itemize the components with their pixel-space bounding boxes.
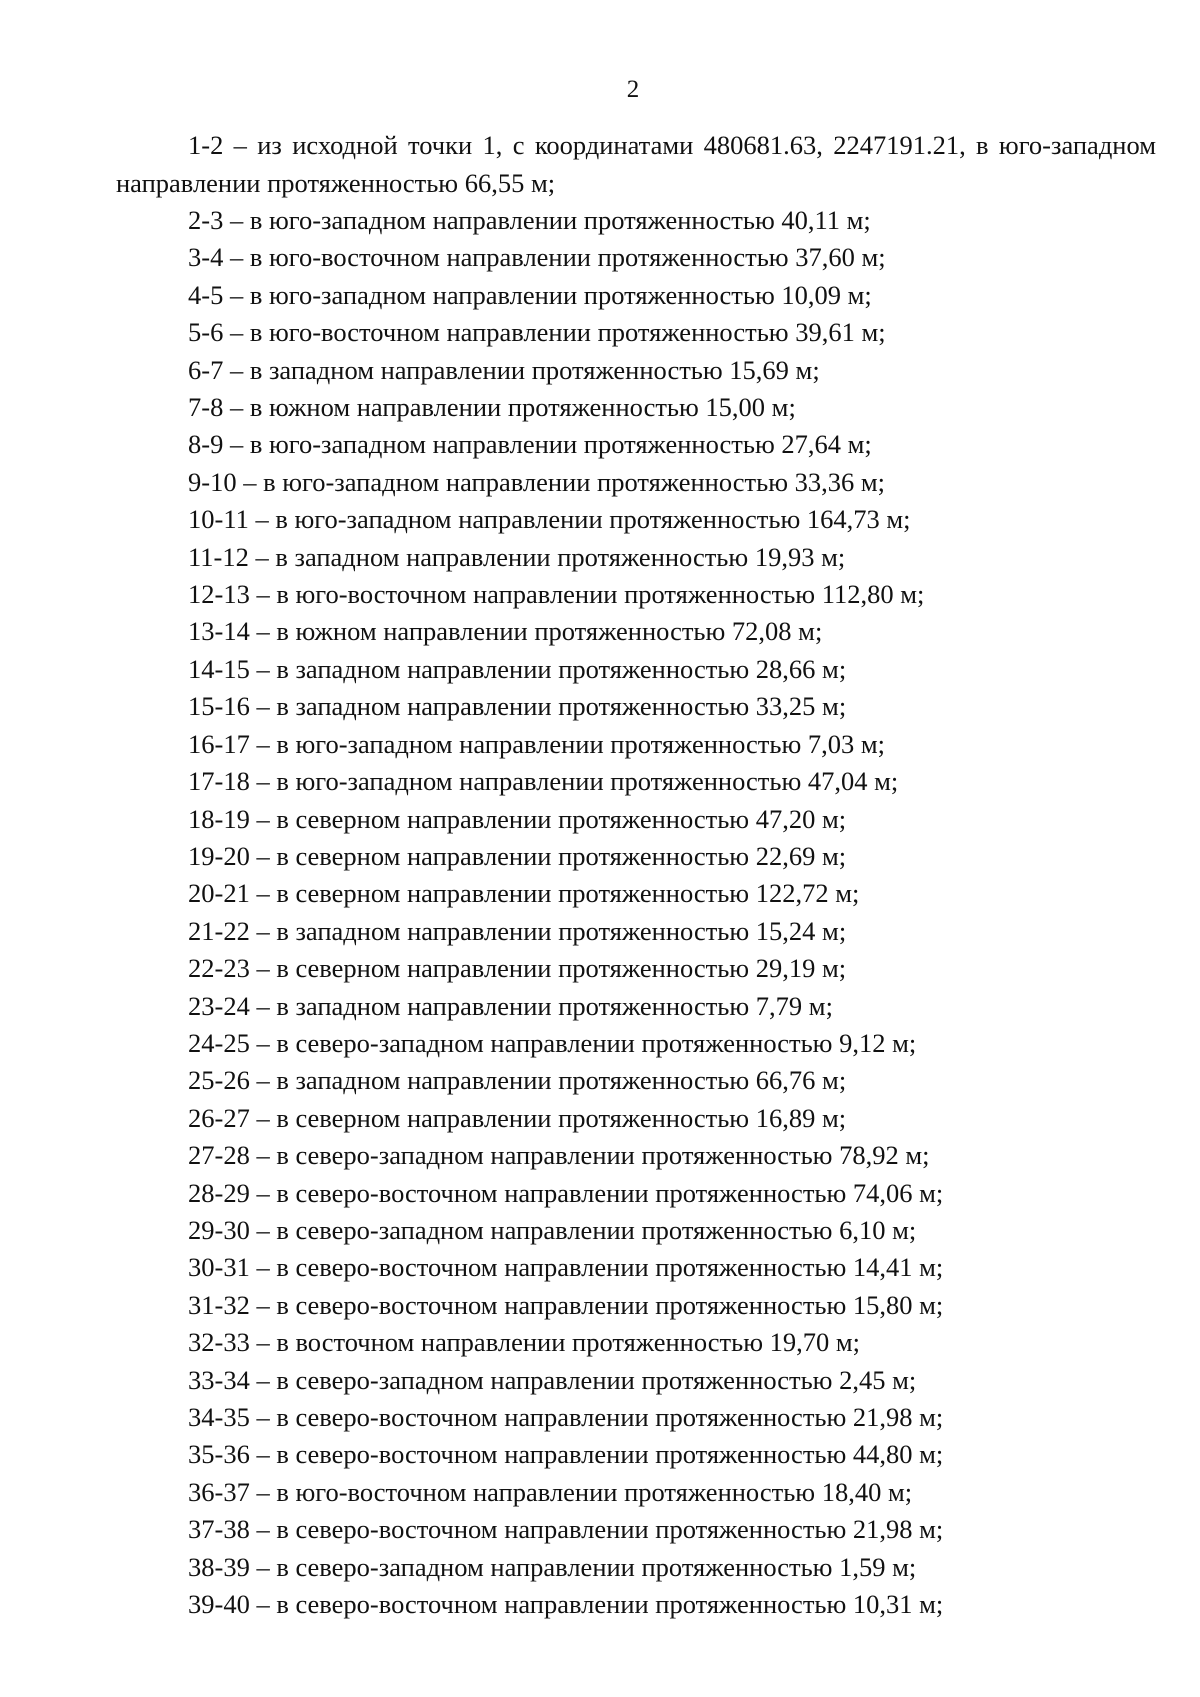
segment-line: 17-18 – в юго-западном направлении протяженностью 47,04 м; — [188, 766, 899, 797]
segment-line: 6-7 – в западном направлении протяженностью 15,69 м; — [188, 354, 820, 385]
segment-line: 26-27 – в северном направлении протяженностью 16,89 м; — [188, 1102, 847, 1133]
page-number: 2 — [626, 76, 640, 103]
segment-line: 9-10 – в юго-западном направлении протяженностью 33,36 м; — [188, 466, 886, 497]
segment-line: 2-3 – в юго-западном направлении протяженностью 40,11 м; — [188, 205, 871, 235]
segment-line: 31-32 – в северо-восточном направлении протяженностью 15,80 м; — [188, 1289, 944, 1320]
segment-line: 22-23 – в северном направлении протяженностью 29,19 м; — [188, 953, 847, 984]
segment-line: 10-11 – в юго-западном направлении протяженностью 164,73 м; — [188, 504, 911, 535]
segment-line: 36-37 – в юго-восточном направлении протяженностью 18,40 м; — [188, 1476, 913, 1507]
segment-line: 28-29 – в северо-восточном направлении протяженностью 74,06 м; — [188, 1177, 944, 1208]
segment-line: 37-38 – в северо-восточном направлении протяженностью 21,98 м; — [188, 1514, 944, 1545]
segment-line: 27-28 – в северо-западном направлении протяженностью 78,92 м; — [188, 1140, 930, 1171]
intro-paragraph: 1-2 – из исходной точки 1, с координатами 480681.63, 2247191.21, в юго-западном направлении протяженностью 66,55 м; — [116, 130, 1156, 198]
segment-line: 23-24 – в западном направлении протяженностью 7,79 м; — [188, 990, 833, 1021]
segment-line: 14-15 – в западном направлении протяженностью 28,66 м; — [188, 653, 847, 684]
segment-line: 12-13 – в юго-восточном направлении протяженностью 112,80 м; — [188, 579, 925, 610]
document-body — [116, 127, 1156, 1623]
segment-line: 39-40 – в северо-восточном направлении протяженностью 10,31 м; — [188, 1589, 944, 1620]
segment-line: 13-14 – в южном направлении протяженностью 72,08 м; — [188, 616, 823, 647]
segment-line: 34-35 – в северо-восточном направлении протяженностью 21,98 м; — [188, 1402, 944, 1432]
segment-line: 33-34 – в северо-западном направлении протяженностью 2,45 м; — [188, 1364, 917, 1395]
segment-line: 38-39 – в северо-западном направлении протяженностью 1,59 м; — [188, 1551, 917, 1582]
segment-line: 4-5 – в юго-западном направлении протяженностью 10,09 м; — [188, 279, 872, 310]
segment-line: 30-31 – в северо-восточном направлении протяженностью 14,41 м; — [188, 1252, 944, 1283]
segment-line: 7-8 – в южном направлении протяженностью 15,00 м; — [188, 392, 796, 423]
segment-line: 21-22 – в западном направлении протяженностью 15,24 м; — [188, 915, 847, 946]
segment-line: 20-21 – в северном направлении протяженностью 122,72 м; — [188, 878, 860, 909]
segment-line: 19-20 – в северном направлении протяженностью 22,69 м; — [188, 840, 847, 871]
segment-line: 32-33 – в восточном направлении протяженностью 19,70 м; — [188, 1327, 860, 1358]
segment-line: 8-9 – в юго-западном направлении протяженностью 27,64 м; — [188, 429, 872, 460]
segment-line: 29-30 – в северо-западном направлении протяженностью 6,10 м; — [188, 1214, 917, 1245]
segment-line: 15-16 – в западном направлении протяженностью 33,25 м; — [188, 691, 847, 722]
segment-line: 35-36 – в северо-восточном направлении протяженностью 44,80 м; — [188, 1439, 944, 1470]
segment-line: 3-4 – в юго-восточном направлении протяженностью 37,60 м; — [188, 242, 886, 273]
boundary-segment-list — [116, 202, 1156, 1623]
segment-line: 24-25 – в северо-западном направлении протяженностью 9,12 м; — [188, 1027, 917, 1058]
segment-line: 16-17 – в юго-западном направлении протяженностью 7,03 м; — [188, 728, 886, 759]
segment-line: 11-12 – в западном направлении протяженностью 19,93 м; — [188, 541, 846, 572]
segment-line: 25-26 – в западном направлении протяженностью 66,76 м; — [188, 1065, 847, 1096]
segment-line: 5-6 – в юго-восточном направлении протяженностью 39,61 м; — [188, 317, 886, 348]
segment-line: 18-19 – в северном направлении протяженностью 47,20 м; — [188, 803, 847, 834]
